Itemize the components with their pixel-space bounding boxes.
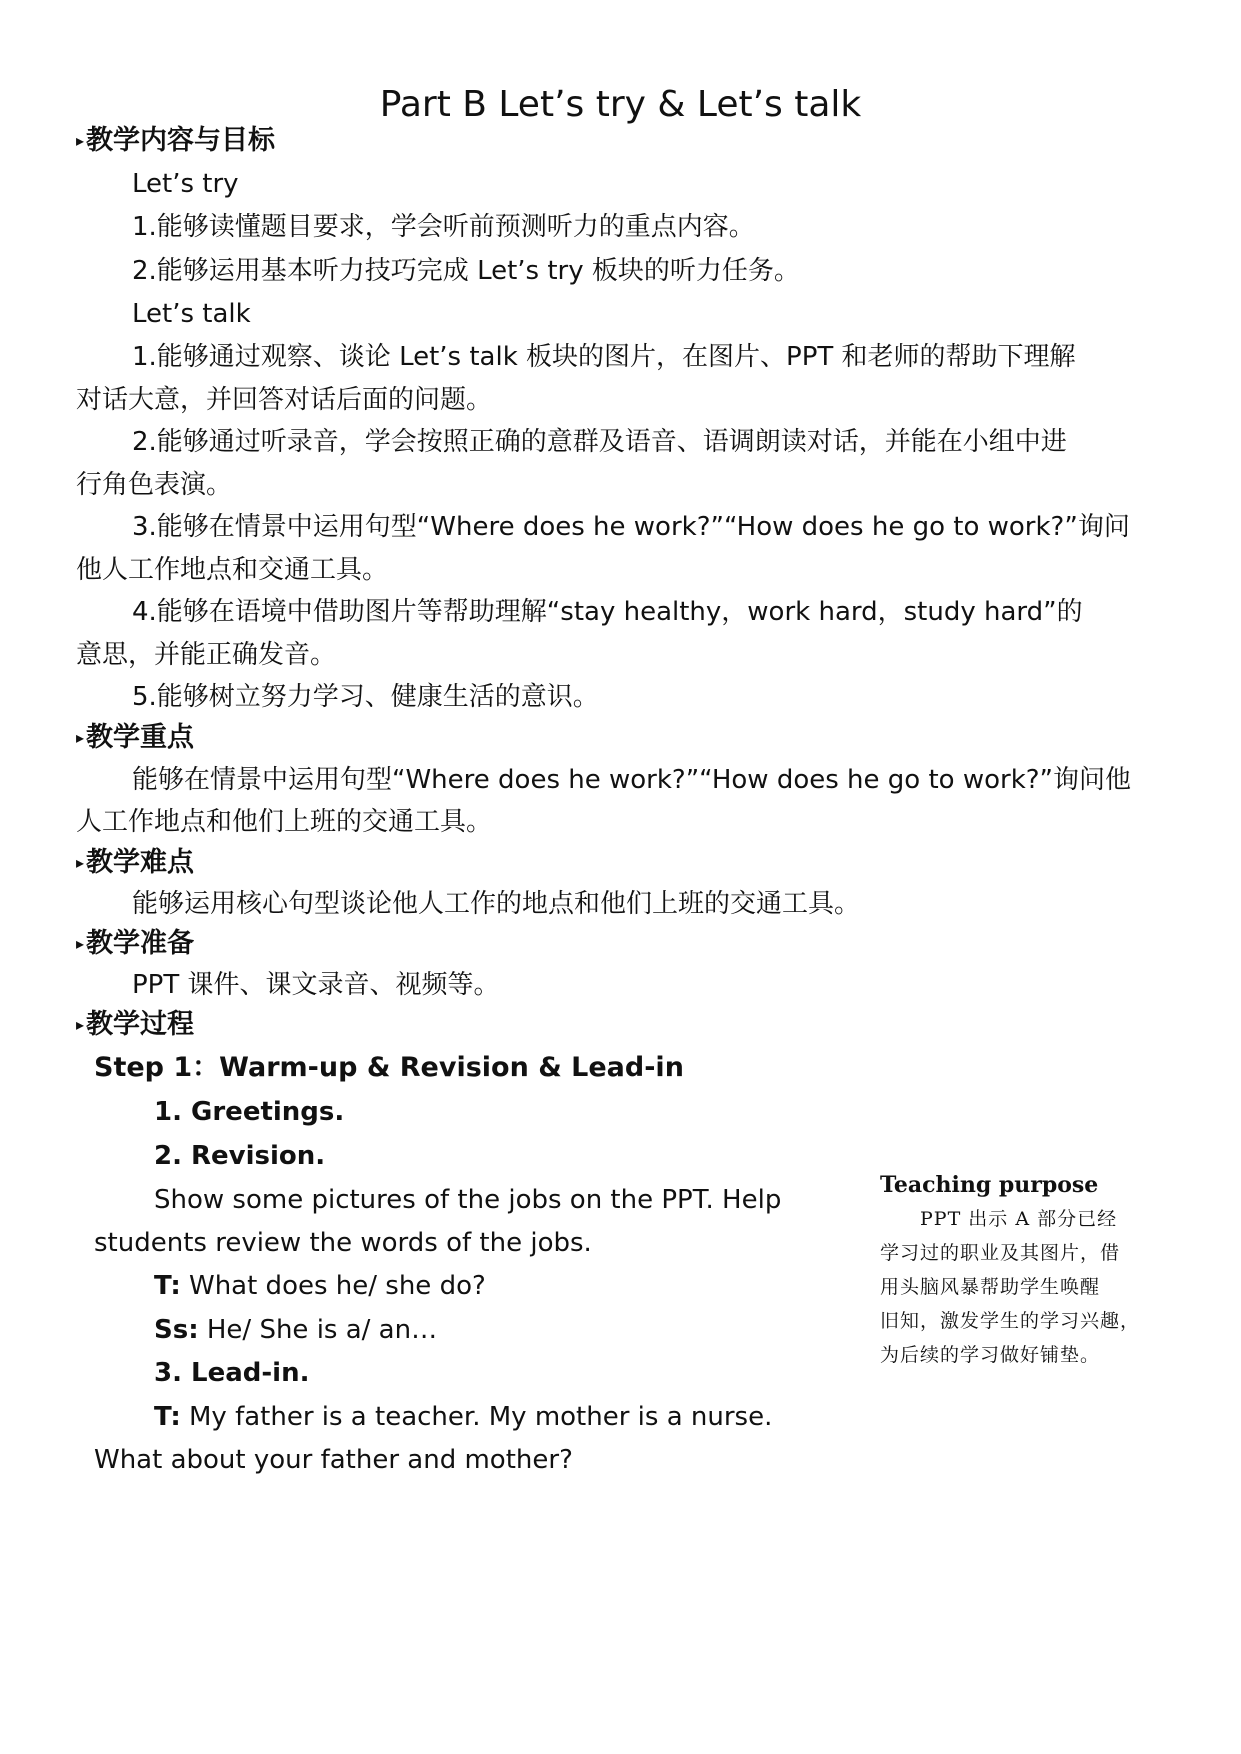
teaching-purpose-line: PPT 出示 A 部分已经 — [920, 1208, 1118, 1230]
dialogue-text: My father is a teacher. My mother is a nurse. — [180, 1402, 773, 1432]
preparation-line-1: PPT 课件、课文录音、视频等。 — [132, 970, 500, 1000]
heading-text: 教学准备 — [86, 928, 195, 959]
greetings-item: 1. Greetings. — [154, 1097, 345, 1127]
section-heading-preparation — [76, 926, 1176, 962]
bullet-icon: ▸ — [76, 1015, 85, 1034]
objective-talk-4: 4.能够在语境中借助图片等帮助理解“stay healthy，work hard，study hard”的 — [132, 597, 1083, 627]
step-1-heading: Step 1：Warm-up & Revision & Lead-in — [94, 1052, 684, 1083]
objective-try-1: 1.能够读懂题目要求，学会听前预测听力的重点内容。 — [132, 212, 755, 242]
teaching-purpose-line: 为后续的学习做好铺垫。 — [880, 1344, 1101, 1366]
objective-talk-3: 3.能够在情景中运用句型“Where does he work?”“How does he go to work?”询问 — [132, 512, 1130, 542]
heading-text: 教学过程 — [86, 1009, 195, 1040]
lets-try-label: Let’s try — [132, 169, 239, 199]
objective-talk-3-cont: 他人工作地点和交通工具。 — [76, 555, 389, 585]
difficulties-line-1: 能够运用核心句型谈论他人工作的地点和他们上班的交通工具。 — [132, 889, 861, 919]
dialogue-text: What does he/ she do? — [180, 1271, 486, 1301]
objective-talk-2-cont: 行角色表演。 — [76, 470, 233, 500]
revision-text: Show some pictures of the jobs on the PPT. Help — [154, 1185, 782, 1215]
key-points-line-2: 人工作地点和他们上班的交通工具。 — [76, 807, 493, 837]
objective-talk-4-cont: 意思，并能正确发音。 — [76, 640, 337, 670]
teaching-purpose-line: 旧知，激发学生的学习兴趣， — [880, 1310, 1141, 1332]
speaker-label-teacher: T: — [154, 1402, 181, 1432]
lead-in-cont: What about your father and mother? — [94, 1445, 573, 1475]
section-heading-key-points — [76, 720, 1176, 756]
objective-talk-1-cont: 对话大意，并回答对话后面的问题。 — [76, 385, 493, 415]
objective-talk-2: 2.能够通过听录音，学会按照正确的意群及语音、语调朗读对话，并能在小组中进 — [132, 427, 1067, 457]
teaching-purpose-note — [880, 1168, 1150, 1372]
section-heading-difficulties — [76, 845, 1176, 881]
lets-talk-label: Let’s talk — [132, 299, 251, 329]
bullet-icon: ▸ — [76, 131, 85, 150]
speaker-label-students: Ss: — [154, 1315, 199, 1345]
speaker-label-teacher: T: — [154, 1271, 181, 1301]
key-points-line-1: 能够在情景中运用句型“Where does he work?”“How does he go to work?”询问他 — [132, 765, 1132, 795]
bullet-icon: ▸ — [76, 853, 85, 872]
teaching-purpose-line: 用头脑风暴帮助学生唤醒 — [880, 1276, 1101, 1298]
revision-text-cont: students review the words of the jobs. — [94, 1228, 592, 1258]
dialogue-teacher-line-2 — [154, 1399, 1241, 1435]
teaching-purpose-line: 学习过的职业及其图片，借 — [880, 1242, 1121, 1264]
bullet-icon: ▸ — [76, 728, 85, 747]
objective-talk-5: 5.能够树立努力学习、健康生活的意识。 — [132, 682, 599, 712]
lead-in-item: 3. Lead-in. — [154, 1358, 310, 1388]
heading-text: 教学难点 — [86, 847, 195, 878]
section-heading-process — [76, 1007, 1176, 1043]
objective-try-2: 2.能够运用基本听力技巧完成 Let’s try 板块的听力任务。 — [132, 256, 800, 286]
revision-item: 2. Revision. — [154, 1141, 326, 1171]
objective-talk-1: 1.能够通过观察、谈论 Let’s talk 板块的图片，在图片、PPT 和老师的帮助下理解 — [132, 342, 1076, 372]
teaching-purpose-title: Teaching purpose — [880, 1172, 1099, 1198]
dialogue-text: He/ She is a/ an… — [198, 1315, 438, 1345]
section-heading-objectives — [76, 123, 1176, 159]
bullet-icon: ▸ — [76, 934, 85, 953]
heading-text: 教学重点 — [86, 722, 195, 753]
heading-text: 教学内容与目标 — [86, 125, 276, 156]
page-title: Part B Let’s try & Let’s talk — [379, 84, 862, 125]
